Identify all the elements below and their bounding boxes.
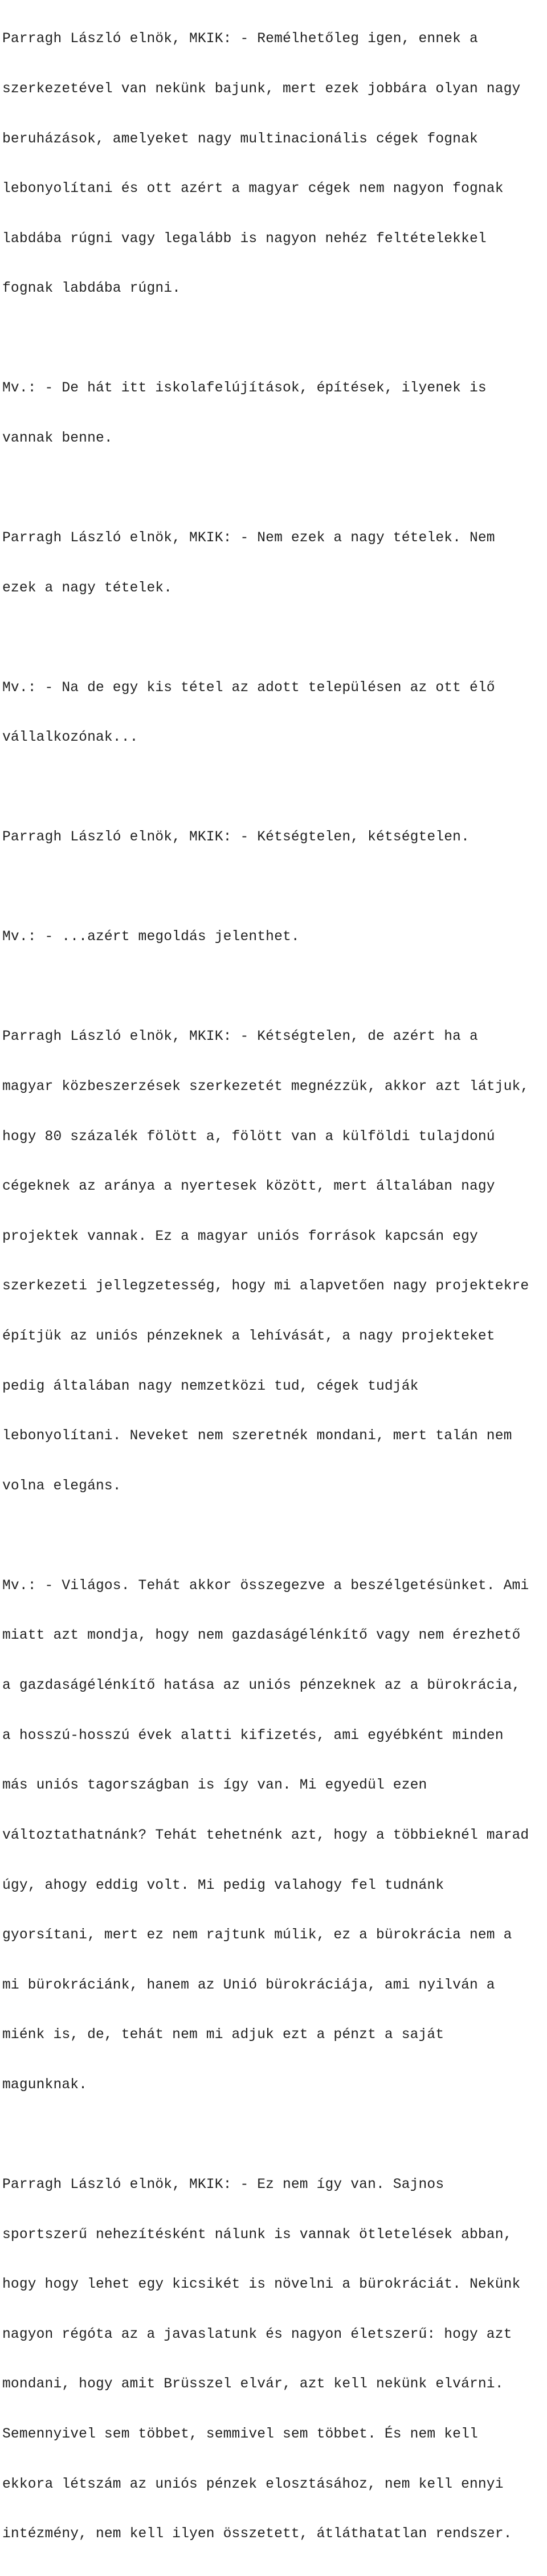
text-line: fognak labdába rúgni. xyxy=(2,281,181,297)
text-line: Parragh László elnök, MKIK: - Nem ezek a nagy tételek. Nem xyxy=(2,530,495,546)
paragraph-parragh-3 xyxy=(2,796,545,879)
text-line: a hosszú-hosszú évek alatti kifizetés, ami egyébként minden xyxy=(2,1728,504,1744)
text-line: intézmény, nem kell ilyen összetett, átláthatatlan rendszer. xyxy=(2,2526,512,2542)
text-line: projektek vannak. Ez a magyar uniós források kapcsán egy xyxy=(2,1228,478,1244)
transcript-document xyxy=(2,0,545,2576)
text-line: vannak benne. xyxy=(2,431,113,447)
text-line: Mv.: - Világos. Tehát akkor összegezve a beszélgetésünket. Ami xyxy=(2,1578,529,1594)
text-line: Mv.: - De hát itt iskolafelújítások, építések, ilyenek is xyxy=(2,381,487,397)
text-line: Mv.: - Na de egy kis tétel az adott településen az ott élő xyxy=(2,680,495,696)
text-line: labdába rúgni vagy legalább is nagyon nehéz feltételekkel xyxy=(2,231,487,247)
paragraph-mv-1 xyxy=(2,347,545,480)
paragraph-mv-3 xyxy=(2,896,545,979)
paragraph-parragh-4 xyxy=(2,995,545,1528)
text-line: Parragh László elnök, MKIK: - Ez nem így van. Sajnos xyxy=(2,2177,444,2193)
text-line: a gazdaságélénkítő hatása az uniós pénzeknek az a bürokrácia, xyxy=(2,1678,521,1694)
text-line: Mv.: - ...azért megoldás jelenthet. xyxy=(2,929,300,945)
text-line: szerkezetével van nekünk bajunk, mert ezek jobbára olyan nagy xyxy=(2,81,521,97)
text-line: cégeknek az aránya a nyertesek között, mert általában nagy xyxy=(2,1179,495,1195)
paragraph-parragh-2 xyxy=(2,497,545,630)
paragraph-parragh-5 xyxy=(2,2144,545,2576)
text-line: Parragh László elnök, MKIK: - Remélhetőleg igen, ennek a xyxy=(2,31,478,47)
text-line: mondani, hogy amit Brüsszel elvár, azt kell nekünk elvárni. xyxy=(2,2377,504,2393)
text-line: mi bürokráciánk, hanem az Unió bürokráciája, ami nyilván a xyxy=(2,1977,495,1993)
text-line: szerkezeti jellegzetesség, hogy mi alapvetően nagy projektekre xyxy=(2,1279,529,1295)
text-line: változtathatnánk? Tehát tehetnénk azt, hogy a többieknél marad xyxy=(2,1827,529,1843)
text-line: Parragh László elnök, MKIK: - Kétségtelen, kétségtelen. xyxy=(2,830,470,846)
text-line: más uniós tagországban is így van. Mi egyedül ezen xyxy=(2,1778,427,1794)
text-line: ekkora létszám az uniós pénzek elosztásához, nem kell ennyi xyxy=(2,2476,504,2492)
text-line: lebonyolítani. Neveket nem szeretnék mondani, mert talán nem xyxy=(2,1428,512,1444)
text-line: Parragh László elnök, MKIK: - Kétségtelen, de azért ha a xyxy=(2,1029,478,1045)
text-line: magunknak. xyxy=(2,2077,88,2093)
text-line: úgy, ahogy eddig volt. Mi pedig valahogy fel tudnánk xyxy=(2,1877,444,1893)
text-line: beruházások, amelyeket nagy multinacionális cégek fognak xyxy=(2,131,478,147)
paragraph-mv-2 xyxy=(2,646,545,779)
text-line: vállalkozónak... xyxy=(2,730,138,746)
text-line: miénk is, de, tehát nem mi adjuk ezt a pénzt a saját xyxy=(2,2027,444,2043)
text-line: nagyon régóta az a javaslatunk és nagyon életszerű: hogy azt xyxy=(2,2326,512,2342)
text-line: ezek a nagy tételek. xyxy=(2,580,173,596)
text-line: hogy 80 százalék fölött a, fölött van a külföldi tulajdonú xyxy=(2,1129,495,1145)
text-line: pedig általában nagy nemzetközi tud, cégek tudják xyxy=(2,1378,419,1394)
text-line: hogy hogy lehet egy kicsikét is növelni a bürokráciát. Nekünk xyxy=(2,2277,521,2293)
text-line: sportszerű nehezítésként nálunk is vannak ötletelések abban, xyxy=(2,2227,512,2243)
text-line: magyar közbeszerzések szerkezetét megnézzük, akkor azt látjuk, xyxy=(2,1079,529,1095)
paragraph-mv-4 xyxy=(2,1544,545,2126)
text-line: lebonyolítani és ott azért a magyar cégek nem nagyon fognak xyxy=(2,181,504,197)
text-line: volna elegáns. xyxy=(2,1478,121,1494)
paragraph-parragh-1 xyxy=(2,0,545,330)
text-line: Semennyivel sem többet, semmivel sem többet. És nem kell xyxy=(2,2427,478,2443)
text-line: építjük az uniós pénzeknek a lehívását, a nagy projekteket xyxy=(2,1329,495,1345)
text-line: gyorsítani, mert ez nem rajtunk múlik, ez a bürokrácia nem a xyxy=(2,1928,512,1944)
text-line: miatt azt mondja, hogy nem gazdaságélénkítő vagy nem érezhető xyxy=(2,1628,521,1644)
